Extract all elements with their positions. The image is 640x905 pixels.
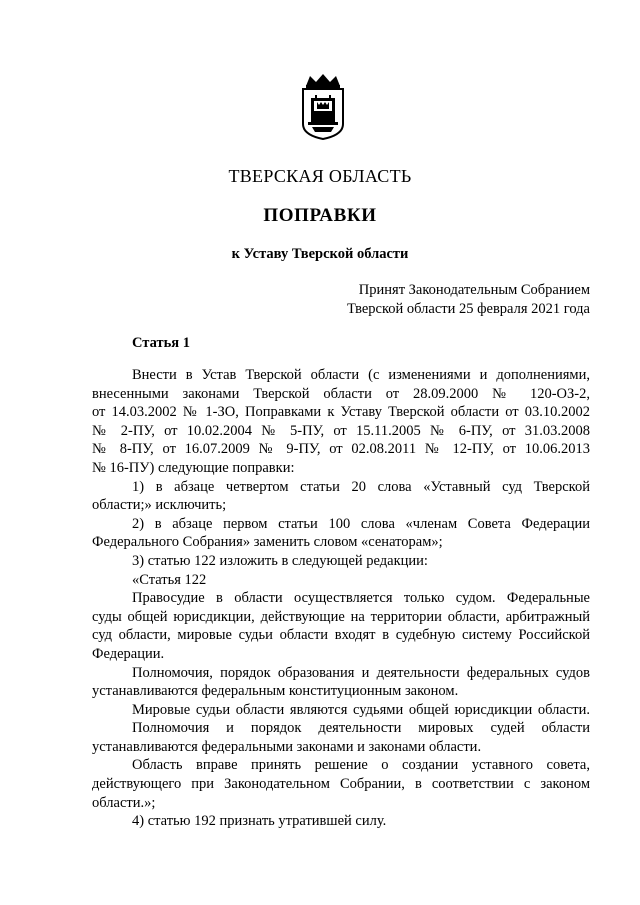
text-line: Федерации. bbox=[92, 645, 165, 662]
text-line: № 2-ПУ, от 10.02.2004 № 5-ПУ, от 15.11.2005 № 6-ПУ, от 31.03.2008 bbox=[92, 422, 590, 439]
text-line: Полномочия и порядок деятельности мировых судей области bbox=[132, 720, 590, 737]
text-line: 4) статью 192 признать утратившей силу. bbox=[132, 813, 387, 830]
text-line: Полномочия, порядок образования и деятельности федеральных судов bbox=[132, 664, 590, 681]
adoption-line-1: Принят Законодательным Собранием bbox=[358, 282, 590, 298]
text-line: действующего при Законодательном Собрании, в соответствии с законом bbox=[92, 776, 590, 793]
region-name: ТВЕРСКАЯ ОБЛАСТЬ bbox=[228, 166, 412, 186]
document-subtitle: к Уставу Тверской области bbox=[231, 246, 409, 262]
document-title: ПОПРАВКИ bbox=[263, 205, 377, 226]
text-line: Область вправе принять решение о создании уставного совета, bbox=[132, 757, 590, 774]
article-title: Статья 1 bbox=[132, 335, 190, 351]
text-line: устанавливаются федеральным конституционным законом. bbox=[92, 683, 459, 700]
text-line: суд области, мировые судьи области входят в судебную систему Российской bbox=[92, 627, 590, 644]
text-line: устанавливаются федеральными законами и законами области. bbox=[92, 738, 482, 755]
text-line: «Статья 122 bbox=[132, 571, 207, 588]
text-line: 2) в абзаце первом статьи 100 слова «членам Совета Федерации bbox=[132, 515, 590, 532]
adoption-note bbox=[347, 281, 590, 319]
text-line: области;» исключить; bbox=[92, 497, 227, 514]
text-line: Федерального Собрания» заменить словом «сенаторам»; bbox=[92, 534, 443, 551]
adoption-line-2: Тверской области 25 февраля 2021 года bbox=[346, 301, 590, 317]
text-line: № 8-ПУ, от 16.07.2009 № 9-ПУ, от 02.08.2011 № 12-ПУ, от 10.06.2013 bbox=[92, 441, 590, 458]
text-line: 3) статью 122 изложить в следующей редакции: bbox=[132, 552, 428, 569]
text-line: Мировые судьи области являются судьями общей юрисдикции области. bbox=[132, 701, 590, 718]
text-line: области.»; bbox=[92, 794, 156, 811]
text-line: Внести в Устав Тверской области (с изменениями и дополнениями, bbox=[132, 367, 590, 383]
text-line: 1) в абзаце четвертом статьи 20 слова «Уставный суд Тверской bbox=[132, 478, 590, 495]
text-line: Правосудие в области осуществляется только судом. Федеральные bbox=[132, 590, 590, 607]
text-line: суды общей юрисдикции, действующие на территории области, арбитражный bbox=[92, 608, 590, 625]
article-body bbox=[92, 366, 590, 831]
coat-of-arms-emblem bbox=[300, 72, 346, 140]
text-line: от 14.03.2002 № 1-ЗО, Поправками к Уставу Тверской области от 03.10.2002 bbox=[92, 404, 590, 421]
text-line: № 16-ПУ) следующие поправки: bbox=[92, 459, 295, 476]
text-line: внесенными законами Тверской области от 28.09.2000 № 120-ОЗ-2, bbox=[92, 385, 590, 402]
